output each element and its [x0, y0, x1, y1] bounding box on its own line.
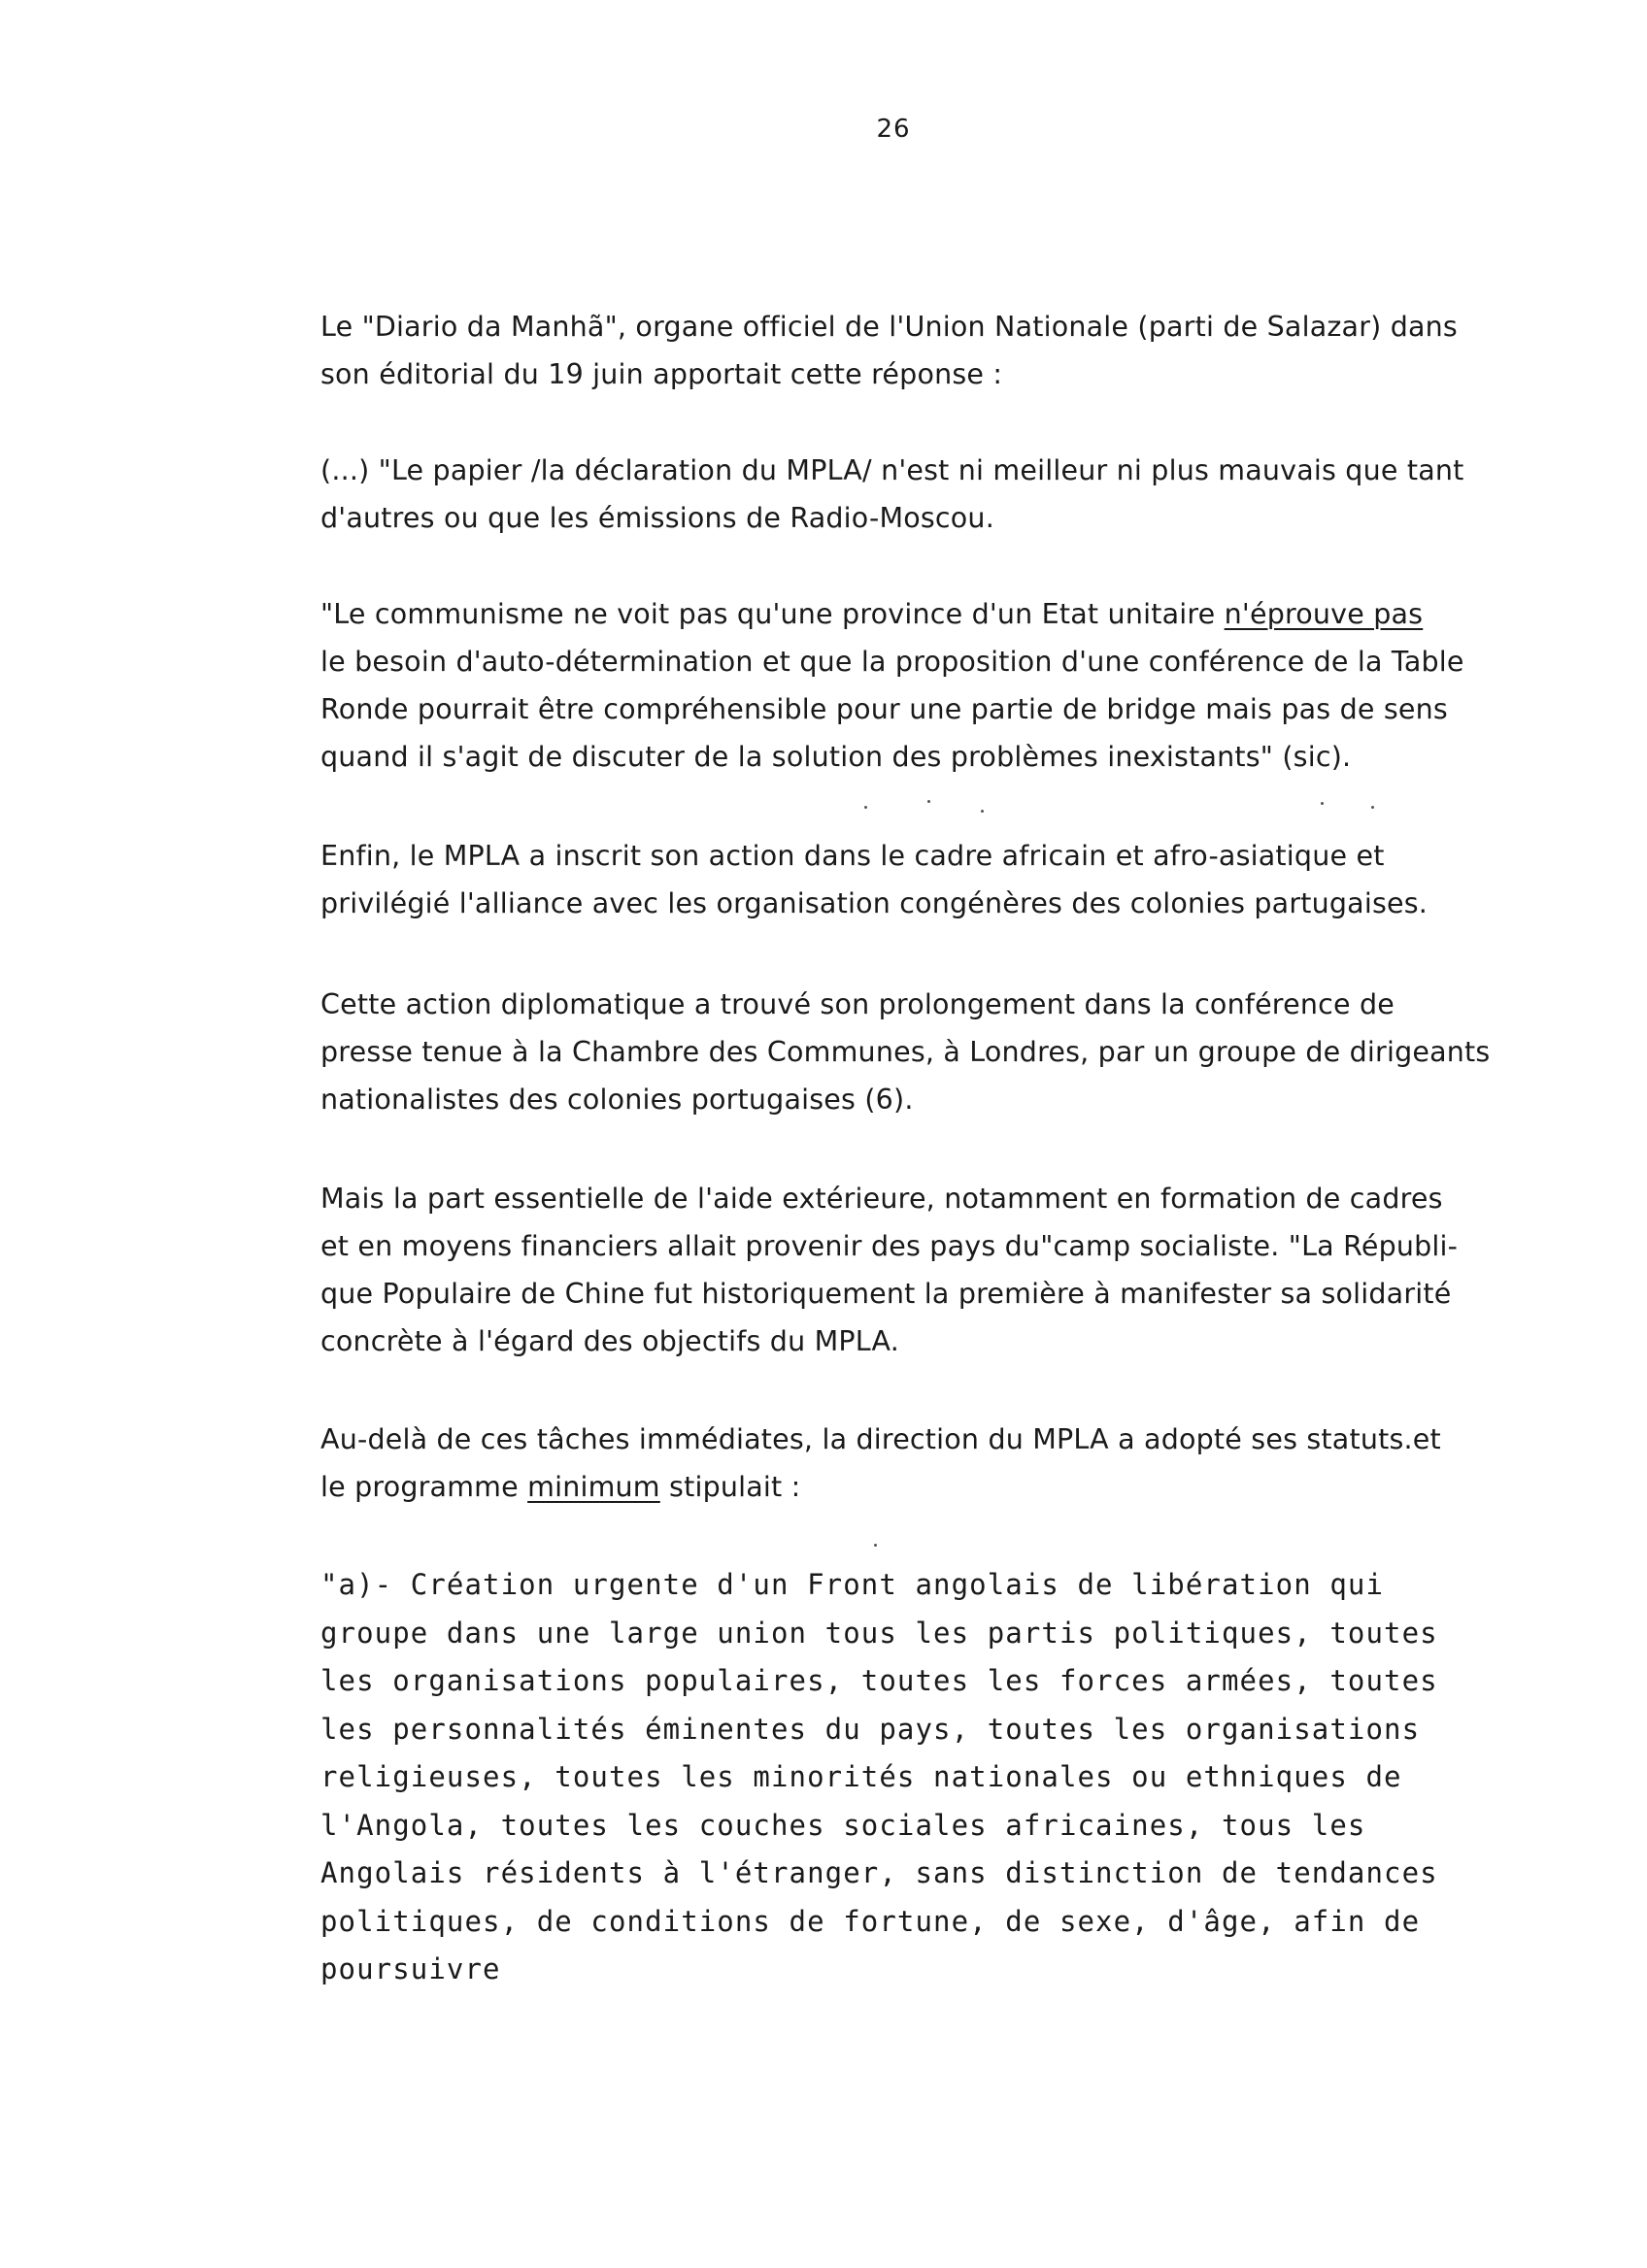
text-segment: "Le communisme ne voit pas qu'une province d'un Etat unitaire	[320, 598, 1225, 630]
text-line: Au-delà de ces tâches immédiates, la direction du MPLA a adopté ses statuts.et	[320, 1423, 1441, 1455]
text-line: et en moyens financiers allait provenir des pays du"camp socialiste. "La Républi-	[320, 1230, 1459, 1262]
scan-speck	[1371, 806, 1374, 809]
underlined-text: minimum	[527, 1471, 660, 1503]
text-line: son éditorial du 19 juin apportait cette réponse :	[320, 358, 1003, 390]
text-line: poursuivre	[320, 1952, 501, 1985]
paragraph-enfin	[320, 832, 1554, 927]
text-line: nationalistes des colonies portugaises (6).	[320, 1084, 914, 1116]
text-line: "a)- Création urgente d'un Front angolais de libération qui	[320, 1568, 1385, 1601]
text-line: le besoin d'auto-détermination et que la proposition d'une conférence de la Table	[320, 646, 1464, 678]
paragraph-programme-minimum	[320, 1561, 1583, 1994]
text-line: (...) "Le papier /la déclaration du MPLA/ n'est ni meilleur ni plus mauvais que tant	[320, 454, 1464, 486]
text-line: privilégié l'alliance avec les organisation congénères des colonies partugaises.	[320, 887, 1429, 919]
text-line: les personnalités éminentes du pays, toutes les organisations	[320, 1712, 1421, 1746]
text-line: religieuses, toutes les minorités nationales ou ethniques de	[320, 1760, 1402, 1793]
text-line: groupe dans une large union tous les partis politiques, toutes	[320, 1616, 1438, 1650]
paragraph-communisme	[320, 590, 1554, 781]
text-line: les organisations populaires, toutes les forces armées, toutes	[320, 1664, 1438, 1697]
text-line: l'Angola, toutes les couches sociales africaines, tous les	[320, 1808, 1366, 1842]
scan-speck	[1321, 802, 1324, 805]
scan-speck	[981, 810, 984, 813]
text-segment: le programme	[320, 1471, 528, 1503]
text-line: d'autres ou que les émissions de Radio-Moscou.	[320, 502, 994, 534]
page-number: 26	[876, 115, 911, 144]
text-line: Mais la part essentielle de l'aide extérieure, notamment en formation de cadres	[320, 1183, 1443, 1215]
underlined-text: n'éprouve pas	[1224, 598, 1424, 630]
scan-speck	[864, 806, 867, 809]
text-line: concrète à l'égard des objectifs du MPLA.	[320, 1325, 899, 1357]
text-line: Le "Diario da Manhã", organe officiel de l'Union Nationale (parti de Salazar) dans	[320, 311, 1458, 343]
scan-speck	[927, 800, 930, 803]
paragraph-statuts	[320, 1416, 1554, 1511]
text-line: politiques, de conditions de fortune, de sexe, d'âge, afin de	[320, 1904, 1421, 1938]
text-line: que Populaire de Chine fut historiquement la première à manifester sa solidarité	[320, 1278, 1452, 1310]
text-line: Enfin, le MPLA a inscrit son action dans le cadre africain et afro-asiatique et	[320, 840, 1385, 872]
text-line: quand il s'agit de discuter de la solution des problèmes inexistants" (sic).	[320, 741, 1352, 773]
text-line: Angolais résidents à l'étranger, sans distinction de tendances	[320, 1856, 1438, 1889]
text-line: presse tenue à la Chambre des Communes, à Londres, par un groupe de dirigeants	[320, 1036, 1491, 1068]
text-line: Cette action diplomatique a trouvé son prolongement dans la conférence de	[320, 988, 1395, 1020]
text-line	[320, 590, 1554, 638]
text-segment: stipulait :	[659, 1471, 801, 1503]
paragraph-action-diplomatique	[320, 981, 1554, 1123]
paragraph-aide-exterieure	[320, 1175, 1554, 1365]
text-line: Ronde pourrait être compréhensible pour une partie de bridge mais pas de sens	[320, 693, 1448, 725]
scan-speck	[874, 1544, 877, 1547]
paragraph-diario-da-manha	[320, 303, 1554, 398]
paragraph-quote-papier	[320, 447, 1554, 542]
text-line	[320, 1463, 1554, 1511]
